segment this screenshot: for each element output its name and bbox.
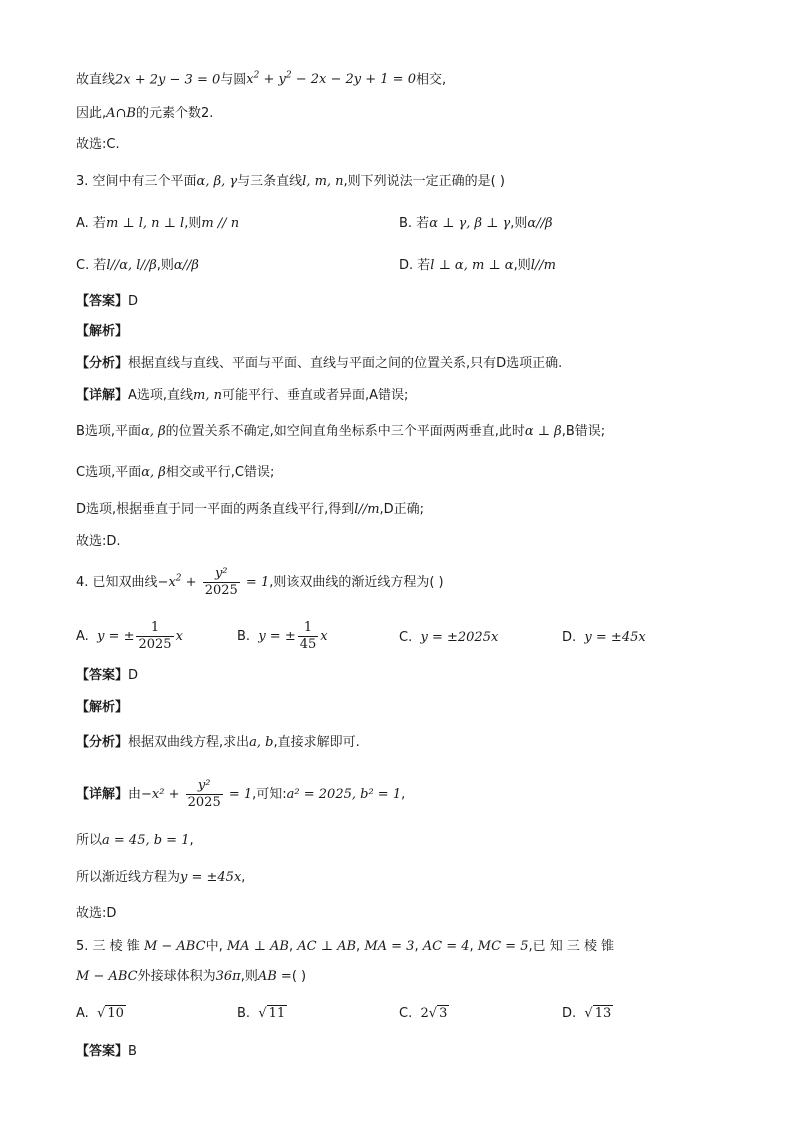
detail-3b: B选项,平面α, β的位置关系不确定,如空间直角坐标系中三个平面两两垂直,此时α ⊥ β,B错误; [76,424,606,439]
q3-option-d: D. 若l ⊥ α, m ⊥ α,则l//m [399,258,556,273]
analysis-3: 【分析】根据直线与直线、平面与平面、直线与平面之间的位置关系,只有D选项正确. [76,356,563,371]
q5-option-b: B. √ 11 [237,1006,286,1021]
choice-line-4: 故选:D [76,906,117,921]
choice-line: 故选:C. [76,137,120,152]
text: 相交, [415,72,447,88]
analysis-tag-4: 【解析】 [76,700,129,715]
q3-option-c: C. 若l//α, l//β,则α//β [76,258,199,273]
q4-option-d: D. y = ±45x [562,630,646,645]
choice-line-3: 故选:D. [76,534,121,549]
question-3: 3. 空间中有三个平面α, β, γ与三条直线l, m, n,则下列说法一定正确的是( ) [76,174,505,189]
fraction: $\frac{\text{y²}}{2025}$ [204,566,238,598]
q3-option-a: A. 若m ⊥ l, n ⊥ l,则m // n [76,216,240,231]
set-intersection: A∩B [106,106,136,121]
detail-3d: D选项,根据垂直于同一平面的两条直线平行,得到l//m,D正确; [76,502,425,517]
solution-line-2: 因此,A∩B的元素个数2. [76,106,214,121]
analysis-4: 【分析】根据双曲线方程,求出a, b,直接求解即可. [76,735,360,750]
question-5-line-2: M − ABC外接球体积为36π,则AB =( ) [76,969,307,984]
analysis-tag-3: 【解析】 [76,324,129,339]
detail-4: 【详解】由−x² + $\frac{\text{y²}}{2025}$ = 1,可知:a² = 2025, b² = 1, [76,778,406,810]
step-4a: 所以a = 45, b = 1, [76,833,194,848]
q5-option-a: A. √ 10 [76,1006,124,1021]
question-5-line-1: 5. 三 棱 锥 M − ABC中, MA ⊥ AB, AC ⊥ AB, MA = 3, AC = 4, MC = 5,已 知 三 棱 锥 [76,939,615,954]
text: 故直线 [76,72,116,88]
detail-3a: 【详解】A选项,直线m, n可能平行、垂直或者异面,A错误; [76,388,409,403]
q3-option-b: B. 若α ⊥ γ, β ⊥ γ,则α//β [399,216,553,231]
answer-5: 【答案】B [76,1044,137,1059]
answer-3: 【答案】D [76,294,139,309]
q4-option-b: B. y = ± $\frac{1}{45}$ x [237,620,328,652]
q4-option-c: C. y = ±2025x [399,630,499,645]
q5-option-c: C. 2√ 3 [399,1006,448,1021]
detail-3c: C选项,平面α, β相交或平行,C错误; [76,465,275,480]
solution-line-1 [76,66,446,90]
text: 与圆 [220,72,247,88]
answer-4: 【答案】D [76,668,139,683]
line-equation: 2x + 2y − 3 = 0 [115,72,221,88]
q5-option-d: D. √ 13 [562,1006,612,1021]
question-4: 4. 已知双曲线$-x^2$ + $\frac{\text{y²}}{2025}$ = 1,则该双曲线的渐近线方程为( ) [76,566,444,598]
circle-equation: $x^2 + y^2 - 2x - 2y + 1 = 0$ [246,71,416,88]
step-4b: 所以渐近线方程为y = ±45x, [76,870,246,885]
q4-option-a: A. y = ± $\frac{1}{2025}$ x [76,620,183,652]
